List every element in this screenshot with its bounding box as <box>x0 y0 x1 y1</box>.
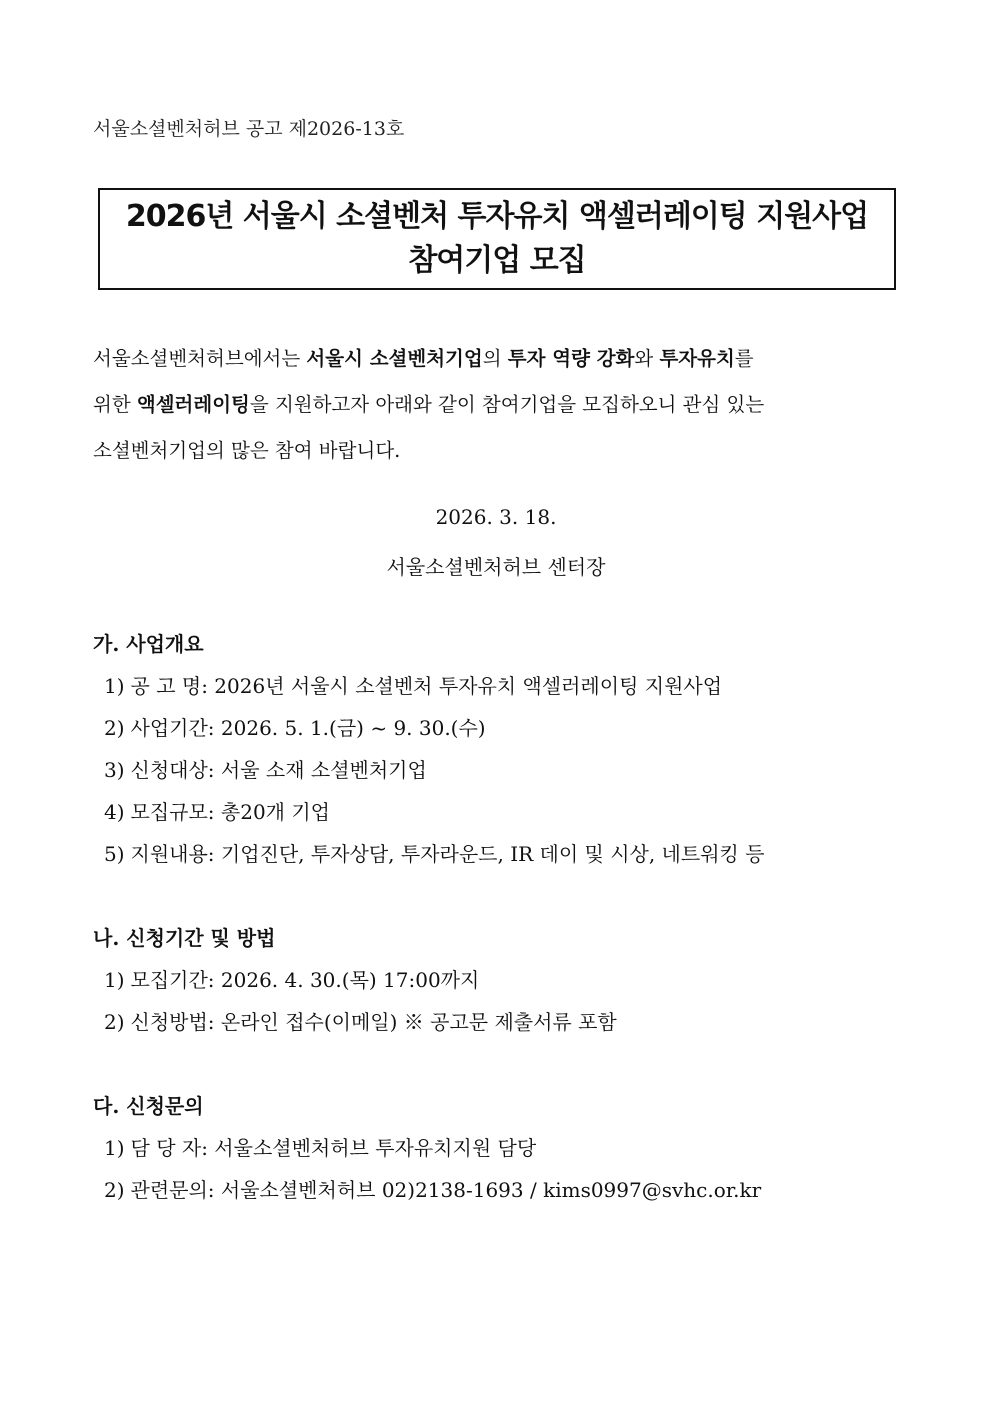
item-text: 신청방법: 온라인 접수(이메일) ※ 공고문 제출서류 포함 <box>130 1010 617 1034</box>
section-inquiry <box>93 1093 913 1219</box>
section-overview <box>93 631 913 883</box>
item-text: 모집규모: 총20개 기업 <box>130 800 330 824</box>
item-number: 1) <box>104 968 125 992</box>
title-box <box>98 188 896 290</box>
notice-date: 2026. 3. 18. <box>435 505 557 529</box>
signer: 서울소셜벤처허브 센터장 <box>386 555 606 579</box>
intro-text: 을 지원하고자 아래와 같이 참여기업을 모집하오니 관심 있는 <box>249 393 765 416</box>
list-item <box>93 1009 913 1051</box>
intro-emphasis: 서울시 소셜벤처기업 <box>306 347 483 370</box>
item-text: 사업기간: 2026. 5. 1.(금) ~ 9. 30.(수) <box>130 716 486 740</box>
intro-emphasis: 투자 역량 강화 <box>507 347 635 370</box>
item-text: 신청대상: 서울 소재 소셜벤처기업 <box>130 758 427 782</box>
intro-text: 를 <box>734 347 754 370</box>
item-number: 1) <box>104 1136 125 1160</box>
intro-text: 위한 <box>93 393 137 416</box>
section-application <box>93 925 913 1051</box>
item-number: 2) <box>104 1010 125 1034</box>
intro-paragraph <box>93 336 893 474</box>
item-number: 5) <box>104 842 125 866</box>
item-text: 지원내용: 기업진단, 투자상담, 투자라운드, IR 데이 및 시상, 네트워킹 등 <box>130 842 765 866</box>
item-number: 1) <box>104 674 125 698</box>
list-item <box>93 715 913 757</box>
item-text: 모집기간: 2026. 4. 30.(목) 17:00까지 <box>130 968 480 992</box>
section-heading: 가. 사업개요 <box>93 632 204 656</box>
notice-number: 서울소셜벤처허브 공고 제2026-13호 <box>93 118 405 140</box>
intro-emphasis: 액셀러레이팅 <box>136 393 250 416</box>
intro-line-3: 소셜벤처기업의 많은 참여 바랍니다. <box>93 439 401 462</box>
title-line-1: 2026년 서울시 소셜벤처 투자유치 액셀러레이팅 지원사업 <box>125 199 869 234</box>
list-item <box>93 799 913 841</box>
list-item <box>93 841 913 883</box>
list-item <box>93 1177 913 1219</box>
list-item <box>93 757 913 799</box>
intro-text: 와 <box>634 347 660 370</box>
list-item <box>93 1135 913 1177</box>
section-heading: 나. 신청기간 및 방법 <box>93 926 276 950</box>
item-text: 공 고 명: 2026년 서울시 소셜벤처 투자유치 액셀러레이팅 지원사업 <box>130 674 723 698</box>
item-number: 2) <box>104 716 125 740</box>
intro-text: 의 <box>482 347 508 370</box>
item-number: 4) <box>104 800 125 824</box>
title-line-2: 참여기업 모집 <box>408 243 586 278</box>
item-text: 관련문의: 서울소셜벤처허브 02)2138-1693 / kims0997@svhc.or.kr <box>130 1178 762 1202</box>
list-item <box>93 673 913 715</box>
intro-emphasis: 투자유치 <box>659 347 735 370</box>
intro-line-2 <box>93 382 893 428</box>
section-heading: 다. 신청문의 <box>93 1094 204 1118</box>
item-number: 2) <box>104 1178 125 1202</box>
item-number: 3) <box>104 758 125 782</box>
list-item <box>93 967 913 1009</box>
intro-line-1 <box>93 336 893 382</box>
intro-text: 서울소셜벤처허브에서는 <box>93 347 307 370</box>
item-text: 담 당 자: 서울소셜벤처허브 투자유치지원 담당 <box>130 1136 537 1160</box>
